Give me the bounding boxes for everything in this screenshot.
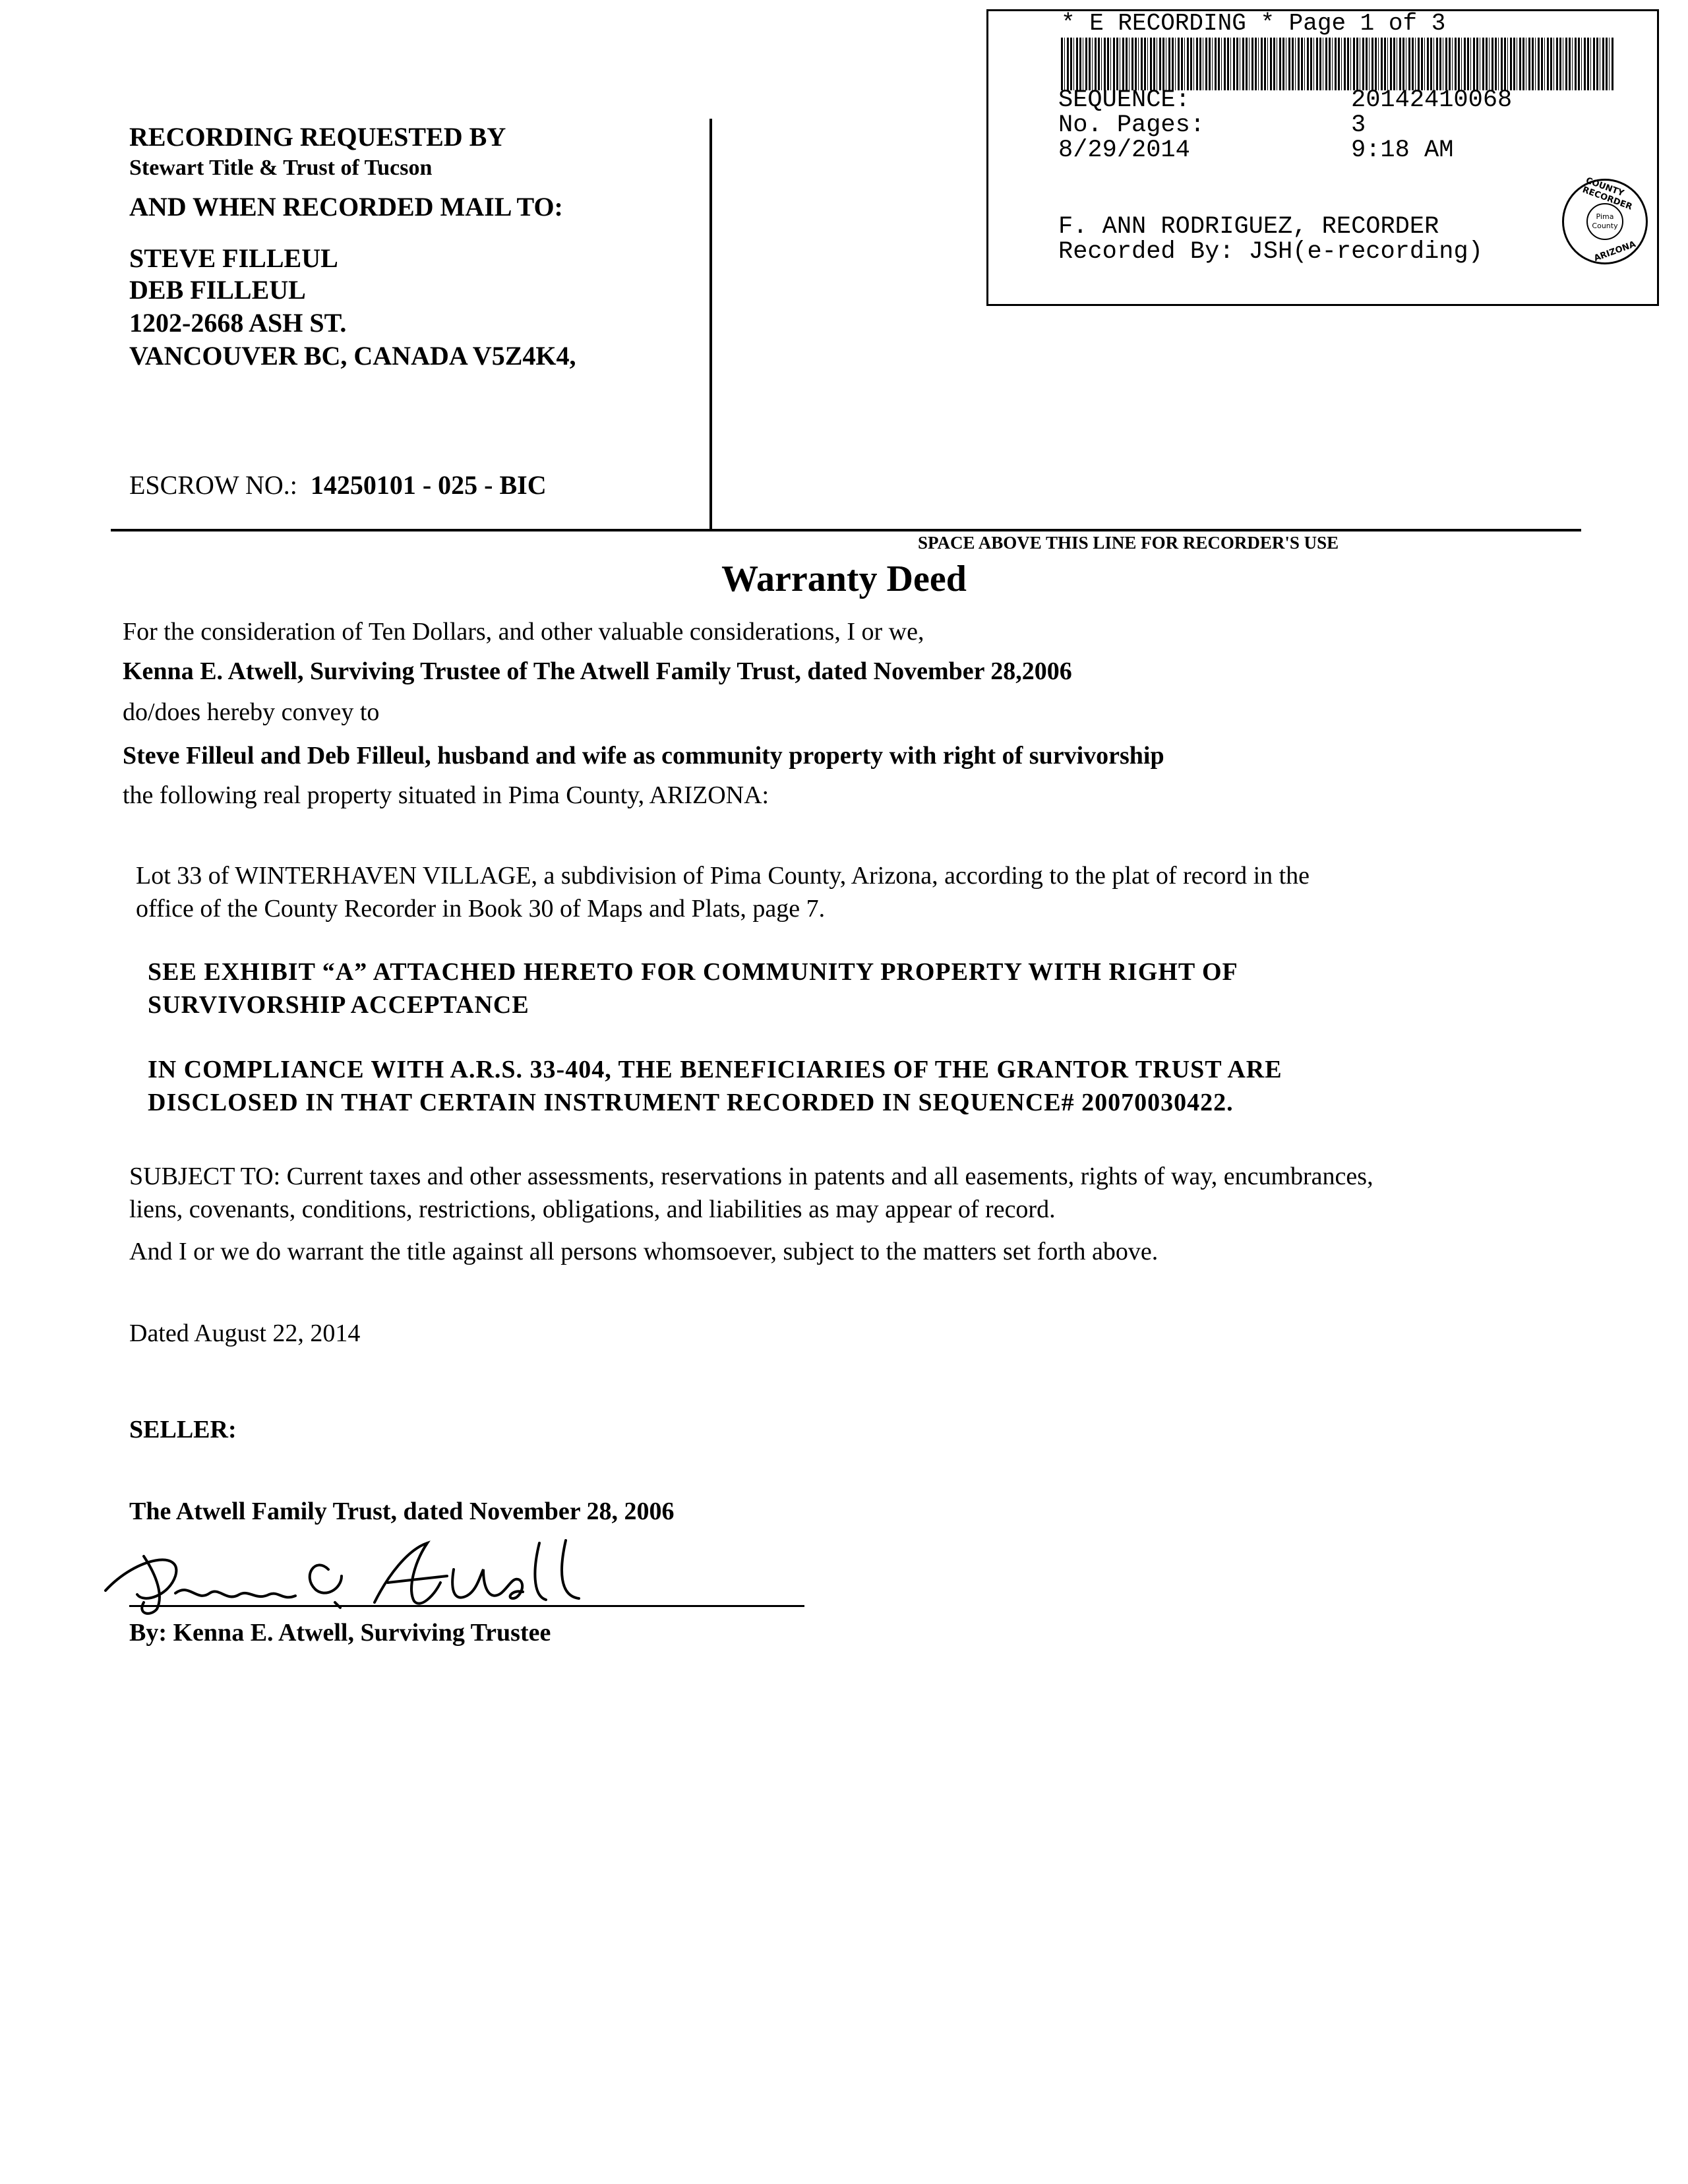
exhibit-line-2: SURVIVORSHIP ACCEPTANCE [148,991,529,1019]
warranty-statement: And I or we do warrant the title against all persons whomsoever, subject to the matters set forth above. [129,1238,1159,1265]
dated-line: Dated August 22, 2014 [129,1320,361,1347]
escrow-label: ESCROW NO.: [129,470,297,500]
compliance-line-2: DISCLOSED IN THAT CERTAIN INSTRUMENT RECORDED IN SEQUENCE# 20070030422. [148,1089,1234,1116]
consideration-text: For the consideration of Ten Dollars, and other valuable considerations, I or we, [123,618,924,646]
seal-center-line-1: Pima [1596,212,1614,221]
sequence-label: SEQUENCE: [1058,86,1190,114]
compliance-line-1: IN COMPLIANCE WITH A.R.S. 33-404, THE BENEFICIARIES OF THE GRANTOR TRUST ARE [148,1056,1282,1083]
convey-text: do/does hereby convey to [123,698,380,726]
property-intro-text: the following real property situated in Pima County, ARIZONA: [123,781,769,809]
recording-page-line: * E RECORDING * Page 1 of 3 [1061,10,1446,37]
seal-ring-bottom: ARIZONA [1592,239,1637,264]
document-title: Warranty Deed [721,559,967,599]
recorder-name: F. ANN RODRIGUEZ, RECORDER [1058,213,1439,241]
escrow-value: 14250101 - 025 - BIC [310,470,547,500]
mail-to-label: AND WHEN RECORDED MAIL TO: [129,192,563,222]
mail-to-line-4: VANCOUVER BC, CANADA V5Z4K4, [129,341,576,371]
legal-description-line-2: office of the County Recorder in Book 30 of Maps and Plats, page 7. [136,895,826,923]
recorded-by: Recorded By: JSH(e-recording) [1058,238,1483,266]
space-above-notice: SPACE ABOVE THIS LINE FOR RECORDER'S USE [918,533,1339,553]
sequence-value: 20142410068 [1351,86,1513,114]
recorder-stamp-box [986,9,1659,306]
exhibit-line-1: SEE EXHIBIT “A” ATTACHED HERETO FOR COMMUNITY PROPERTY WITH RIGHT OF [148,958,1238,986]
signer-line: By: Kenna E. Atwell, Surviving Trustee [129,1619,551,1647]
mail-to-line-3: 1202-2668 ASH ST. [129,308,347,338]
seller-entity: The Atwell Family Trust, dated November 28, 2006 [129,1498,675,1525]
pages-value: 3 [1351,111,1366,139]
barcode [1061,38,1615,90]
grantor-text: Kenna E. Atwell, Surviving Trustee of The Atwell Family Trust, dated November 28,2006 [123,657,1072,685]
seal-ring-top: COUNTY RECORDER [1581,175,1634,212]
escrow-number [129,470,547,501]
grantee-text: Steve Filleul and Deb Filleul, husband and wife as community property with right of survivorship [123,742,1164,770]
county-seal-icon [1562,175,1648,264]
seller-label: SELLER: [129,1416,237,1443]
recording-requested-by: Stewart Title & Trust of Tucson [129,156,433,180]
recording-requested-by-label: RECORDING REQUESTED BY [129,122,506,152]
seal-center [1586,203,1623,240]
pages-label: No. Pages: [1058,111,1205,139]
signature-line [129,1605,804,1607]
recording-time: 9:18 AM [1351,136,1454,164]
subject-to-line-2: liens, covenants, conditions, restrictions, obligations, and liabilities as may appear of record. [129,1196,1056,1223]
vertical-divider [709,119,712,529]
mail-to-line-2: DEB FILLEUL [129,275,306,305]
subject-to-line-1: SUBJECT TO: Current taxes and other assessments, reservations in patents and all easements, rights of way, encumbrances, [129,1163,1373,1190]
seal-center-line-2: County [1592,222,1618,230]
recorder-use-divider [111,529,1581,531]
legal-description-line-1: Lot 33 of WINTERHAVEN VILLAGE, a subdivision of Pima County, Arizona, according to the plat of record in the [136,862,1310,890]
signature-icon [98,1530,599,1622]
mail-to-line-1: STEVE FILLEUL [129,243,338,273]
recording-date: 8/29/2014 [1058,136,1190,164]
